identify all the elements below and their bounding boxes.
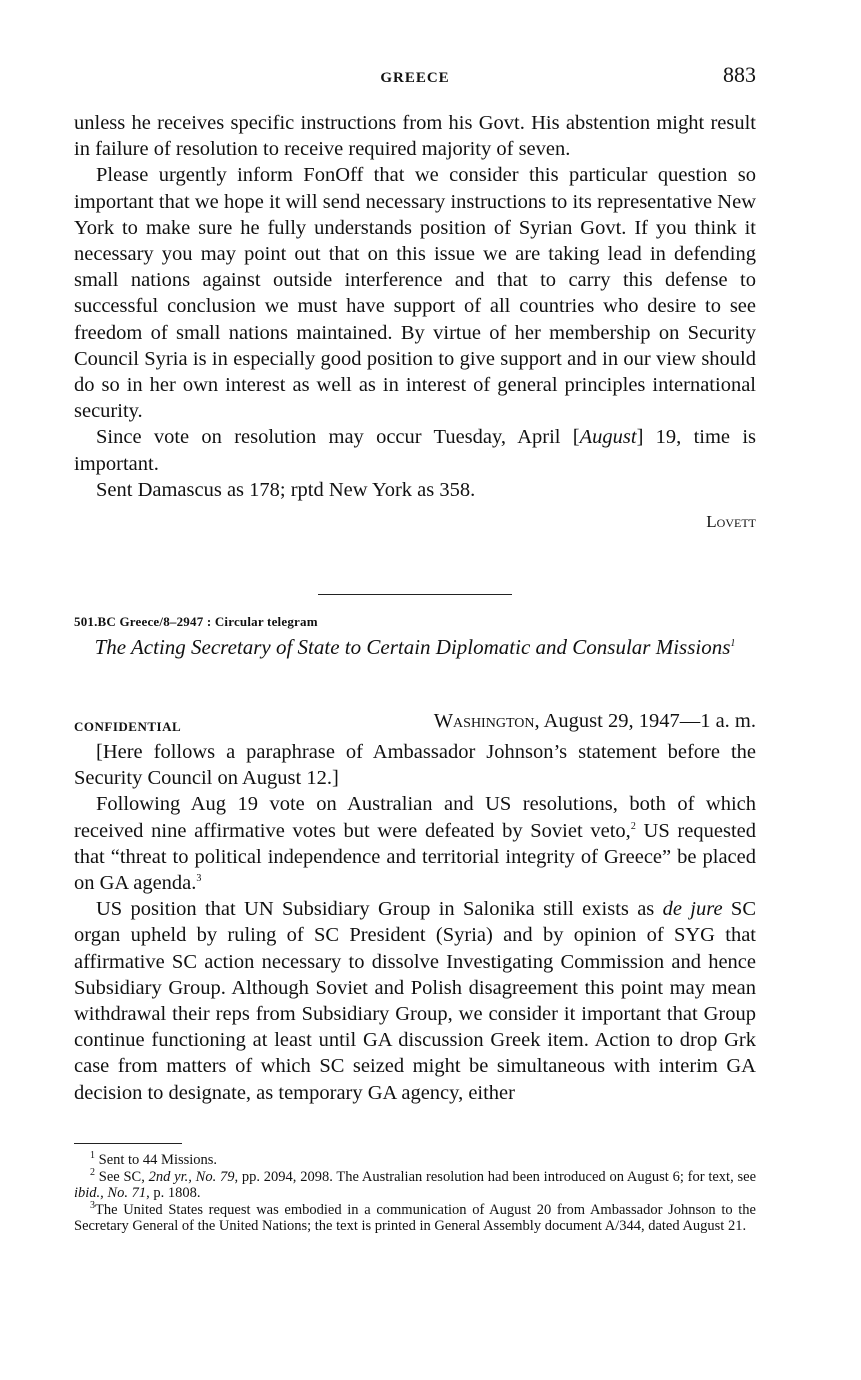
italic-text: de jure [662,898,723,921]
text-run: Since vote on resolution may occur Tuesday, April [ [96,426,580,449]
footnote-mark: 1 [90,1150,95,1162]
footnote-ref: 2 [630,820,636,832]
italic-text: August [579,426,637,449]
dateline-place: Washington [433,710,535,732]
paragraph: Sent Damascus as 178; rptd New York as 358. [96,478,476,501]
footnote-text: See SC, [95,1168,149,1185]
title-text: The Acting Secretary of State to Certain Diplomatic and Consular Missions [94,635,731,659]
continuation-text [74,110,756,535]
paragraph: Please urgently inform FonOff that we consider this particular question so important that we hope it will send necessary instructions to its representative New York to make sure he fully understands position of Syrian Govt. If you think it necessary you may point out that on this issue we are taking lead in defending small nations against outside interference and that to carry this defense to successful conclusion we must have support of all countries who desire to see freedom of small nations maintained. By virtue of her membership on Security Council Syria is in especially good position to give support and in our view should do so in her own interest as well as in interest of general principles international security. [74,164,756,423]
page-number: 883 [723,62,756,87]
italic-text: 2nd yr., No. 79 [148,1168,235,1185]
filing-reference: 501.BC Greece/8–2947 : Circular telegram [74,614,318,629]
paragraph: [Here follows a paraphrase of Ambassador Johnson’s statement before the Security Council on August 12.] [74,741,756,790]
text-run: US requested that “threat to political independence and territorial integrity of Greece” be placed on GA agenda. [74,819,756,895]
text-run: ] 19, time is important. [74,426,756,475]
footnote-text: The United States request was embodied in a communication of August 20 from Ambassador Johnson to the Secretary General of the United Nations; the text is printed in General Assembly document A/344, dated August 21. [74,1201,756,1234]
telegram-body [74,739,756,1106]
paragraph [74,424,756,476]
footnote [74,1166,757,1202]
dateline-date: , August 29, 1947—1 a. m. [534,710,756,732]
italic-text: ibid., No. 71 [74,1185,147,1201]
document-title [74,634,756,661]
footnotes [74,1152,756,1235]
footnote-mark: 3 [90,1199,95,1211]
text-run: SC organ upheld by ruling of SC President (Syria) and by opinion of SYG that affirmative SC action necessary to dissolve Investigating Commission and hence Subsidiary Group. Although Soviet and Polish disagreement this point may mean withdrawal their reps from Subsidiary Group, we consider it important that Group continue functioning at least until GA discussion Greek item. Action to drop Grk case from matters of which SC seized might be simultaneous with interim GA decision to designate, as temporary GA agency, either [74,898,756,1104]
footnote-text: Sent to 44 Missions. [95,1152,218,1168]
paragraph: unless he receives specific instructions from his Govt. His abstention might result in failure of resolution to receive required majority of seven. [74,112,756,161]
signature: Lovett [706,512,756,532]
footnote [74,1152,756,1169]
dateline-row [74,710,756,740]
section-divider [318,594,512,595]
classification: CONFIDENTIAL [74,719,182,734]
footnote [74,1199,756,1235]
footnote-text: , pp. 2094, 2098. The Australian resolution had been introduced on August 6; for text, see [234,1168,757,1185]
text-run: US position that UN Subsidiary Group in Salonika still exists as [96,898,663,921]
running-head: GREECE [380,70,450,86]
dateline [434,710,756,733]
paragraph [74,896,756,1106]
footnote-ref: 3 [196,873,202,885]
page-header [74,62,756,92]
footnote-ref: 1 [730,638,736,649]
paragraph [74,791,756,896]
text-run: Following Aug 19 vote on Australian and US resolutions, both of which received nine affirmative votes but were defeated by Soviet veto, [74,793,756,842]
footnote-text: , p. 1808. [146,1185,201,1201]
footnote-divider [74,1143,182,1144]
footnote-mark: 2 [90,1166,95,1178]
